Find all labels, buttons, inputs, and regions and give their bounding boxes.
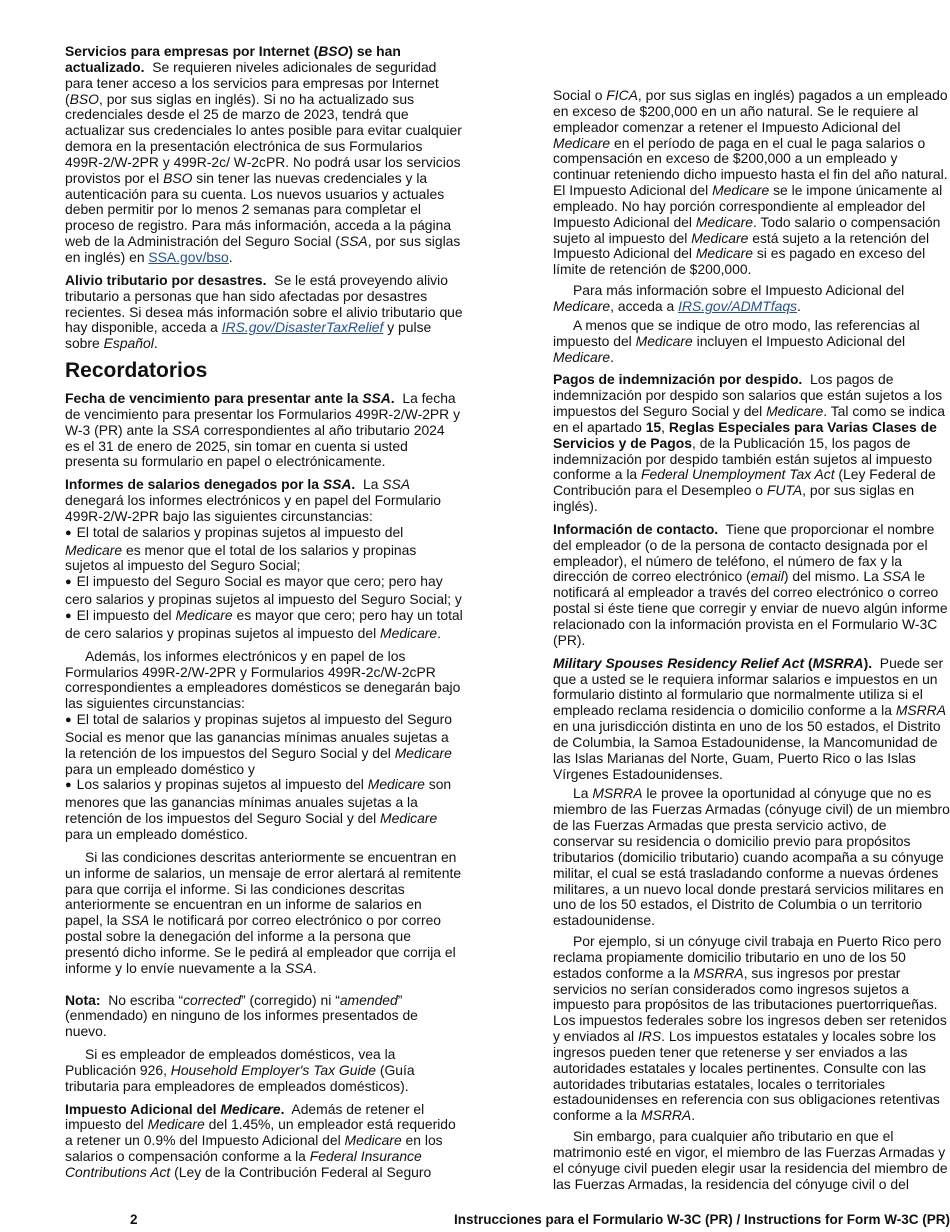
due-date-paragraph: Fecha de vencimiento para presentar ante la SSA. La fecha de vencimiento para presentar los Formularios 499R-2/W-2PR y W-3 (PR) ante la SSA correspondientes al año tributario 2024 es el 31 de enero de 2025, sin tomar en cuenta si usted presenta su formulario en papel o electrónicamente. xyxy=(65,390,461,470)
additional-medicare-continued: Social o FICA, por sus siglas en inglés) pagados a un empleado en exceso de $200,000 en un año natural. Se le requiere al empleador comenzar a retener el Impuesto Adicional del Medicare en el período de paga en el cual le paga salarios o compensación en exceso de $200,000 a un empleado y continuar reteniendo dicho impuesto hasta el fin del año natural. El Impuesto Adicional del Medicare se le impone únicamente al empleado. No hay porción correspondiente al empleador del Impuesto Adicional del Medicare. Todo salario o compensación sujeto al impuesto del Medicare está sujeto a la retención del Impuesto Adicional del Medicare si es pagado en exceso del límite de retención de $200,000. xyxy=(553,87,948,278)
list-item: ● El total de salarios y propinas sujetos al impuesto del Medicare es menor que el total de los salarios y propinas sujetos al impuesto del Seguro Social; xyxy=(65,523,417,574)
msrra-marriage-paragraph: Sin embargo, para cualquier año tributario en que el matrimonio esté en vigor, el miembro de las Fuerzas Armadas y el cónyuge civil pueden elegir usar la residencia del miembro de las Fuerzas Armadas, la residencia del cónyuge civil o del xyxy=(553,1128,948,1192)
medicare-info-paragraph: Para más información sobre el Impuesto Adicional del Medicare, acceda a IRS.gov/ADMTfaqs. xyxy=(553,282,905,314)
severance-paragraph: Pagos de indemnización por despido. Los pagos de indemnización por despido son salarios que están sujetos a los impuestos del Seguro Social y del Medicare. Tal como se indica en el apartado 15, Reglas Especiales para Varias Clases de Servicios y de Pagos, de la Publicación 15, los pagos de indemnización por despido también están sujetos al impuesto conforme a la Federal Unemployment Tax Act (Ley Federal de Contribución para el Desempleo o FUTA, por sus siglas en inglés). xyxy=(553,371,945,515)
right-column xyxy=(553,88,950,1196)
note-paragraph: Nota: No escriba “corrected” (corregido) ni “amended” (enmendado) en ninguno de los informes presentados de nuevo. xyxy=(65,991,418,1040)
msrra-paragraph: Military Spouses Residency Relief Act (MSRRA). Puede ser que a usted se le requiera informar salarios e impuestos en un formulario distinto al formulario que normalmente utiliza si el empleado reclama residencia o domicilio conforme a la MSRRA en una jurisdicción distinta en uno de los 50 estados, el Distrito de Columbia, la Samoa Estadounidense, la Mancomunidad de las Islas Marianas del Norte, Guam, Puerto Rico o las Islas Vírgenes Estadounidenses. xyxy=(553,654,946,782)
msrra-spouse-paragraph: La MSRRA le provee la oportunidad al cónyuge que no es miembro de las Fuerzas Armadas (cónyuge civil) de un miembro de las Fuerzas Armadas que presta servicio activo, de conservar su residencia o domicilio previo para propósitos tributarios (domicilio tributario) cuando acompaña a su cónyuge militar, el cual se está trasladando conforme a nuevas órdenes militares, a un nuevo local donde prestará servicios militares en uno de los 50 estados, el Distrito de Columbia o un territorio estadounidense. xyxy=(553,785,950,929)
list-item: ● El total de salarios y propinas sujetos al impuesto del Seguro Social es menor que las ganancias mínimas anuales sujetas a la retención de los impuestos del Seguro Social y del Medicare para un empleado doméstico y xyxy=(65,711,452,777)
msrra-example-paragraph: Por ejemplo, si un cónyuge civil trabaja en Puerto Rico pero reclama propiamente domicilio tributario en uno de los 50 estados conforme a la MSRRA, sus ingresos por prestar servicios no serían considerados como ingresos sujetos a impuesto para propósitos de las tributaciones puertorriqueñas. Los impuestos federales sobre los ingresos deben ser retenidos y enviados al IRS. Los impuestos estatales y locales sobre los ingresos pueden tener que retenerse y ser enviados a las autoridades estatales y locales pertinentes. Consulte con las autoridades tributarias estatales, locales o territoriales estadounidenses en referencia con sus obligaciones retentivas conforme a la MSRRA. xyxy=(553,933,947,1124)
list-item: ● El impuesto del Medicare es mayor que cero; pero hay un total de cero salarios y propinas sujetos al impuesto del Medicare. xyxy=(65,607,463,641)
left-column xyxy=(65,43,950,1227)
denied-reports-paragraph: Informes de salarios denegados por la SSA. La SSA denegará los informes electrónicos y en papel del Formulario 499R-2/W-2PR bajo las siguientes circunstancias: xyxy=(65,476,442,524)
list-item: ● El impuesto del Seguro Social es mayor que cero; pero hay cero salarios y propinas sujetos al impuesto del Seguro Social; y xyxy=(65,573,462,608)
recordatorios-heading: Recordatorios xyxy=(65,359,208,383)
additional-medicare-paragraph: Impuesto Adicional del Medicare. Además de retener el impuesto del Medicare del 1.45%, un empleador está requerido a retener un 0.9% del Impuesto Adicional del Medicare en los salarios o compensación conforme a la Federal Insurance Contributions Act (Ley de la Contribución Federal al Seguro xyxy=(65,1100,456,1180)
contact-info-paragraph: Información de contacto. Tiene que proporcionar el nombre del empleador (o de la persona de contacto designada por el empleador), el número de teléfono, el número de fax y la dirección de correo electrónico (email) del mismo. La SSA le notificará al empleador a través del correo electrónico o correo postal si éste tiene que corregir y enviar de nuevo algún informe relacionado con la información provista en el Formulario W-3C (PR). xyxy=(553,520,948,648)
error-message-paragraph: Si las condiciones descritas anteriormente se encuentran en un informe de salarios, un mensaje de error alertará al remitente para que corrija el informe. Si las condiciones descritas anteriormente se encuentran en un informe de salarios en papel, la SSA le notificará por correo electrónico o por correo postal sobre la denegación del informe a la persona que presentó dicho informe. Se le pedirá al empleador que corrija el informe y lo envíe nuevamente a la SSA. xyxy=(65,848,462,976)
page-number: 2 xyxy=(130,1212,138,1227)
household-employer-paragraph: Si es empleador de empleados domésticos, vea la Publicación 926, Household Employer's Tax Guide (Guía tributaria para empleadores de empleados domésticos). xyxy=(65,1046,415,1094)
disaster-relief-paragraph: Alivio tributario por desastres. Se le está proveyendo alivio tributario a personas que han sido afectadas por desastres recientes. Si desea más información sobre el alivio tributario que hay disponible, acceda a IRS.gov/DisasterTaxRelief y pulse sobre Español. xyxy=(65,271,463,352)
bso-paragraph: Servicios para empresas por Internet (BSO) se han actualizado. Se requieren niveles adicionales de seguridad para tener acceso a los servicios para empresas por Internet (BSO, por sus siglas en inglés). Si no ha actualizado sus credenciales desde el 25 de marzo de 2023, tendrá que actualizar sus credenciales lo antes posible para evitar cualquier demora en la presentación electrónica de sus Formularios 499R-2/W-2PR y 499R-2c/ W-2cPR. No podrá usar los servicios provistos por el BSO sin tener las nuevas credenciales y la autenticación para su cuenta. Los nuevos usuarios y actuales deben permitir por lo menos 2 semanas para completar el proceso de registro. Para más información, acceda a la página web de la Administración del Seguro Social (SSA, por sus siglas en inglés) en SSA.gov/bso. xyxy=(65,43,462,265)
medicare-references-paragraph: A menos que se indique de otro modo, las referencias al impuesto del Medicare incluyen el Impuesto Adicional del Medicare. xyxy=(553,316,920,365)
list-item: ● Los salarios y propinas sujetos al impuesto del Medicare son menores que las ganancias mínimas anuales sujetas a la retención de los impuestos del Seguro Social y del Medicare para un empleado doméstico. Si las condiciones descritas anteriormente se encuentran en un informe de salarios, un mensaje de error alertará al remitente para que corrija el informe. Si las condiciones descritas anteriormente se encuentran en un informe de salarios en papel, la SSA le notificará por correo electrónico o por correo postal sobre la denegación del informe a la persona que presentó dicho informe. Se le pedirá al empleador que corrija el informe y lo envíe nuevamente a la SSA. Nota: No escriba “corrected” (corregido) ni “amended” (enmendado) en ninguno de los informes presentados de nuevo. Si es empleador de empleados domésticos, vea la Publicación 926, Household Employer's Tax Guide (Guía tributaria para empleadores de empleados domésticos). Impuesto Adicional del Medicare. Además de retener el impuesto del Medicare del 1.45%, un empleador está requerido a retener un 0.9% del Impuesto Adicional del Medicare en los salarios o compensación conforme a la Federal Insurance Contributions Act (Ley de la Contribución Federal al Seguro xyxy=(65,776,462,1180)
admt-faqs-link[interactable]: IRS.gov/ADMTfaqs xyxy=(678,297,797,314)
page-footer xyxy=(130,1212,950,1232)
footer-title: Instrucciones para el Formulario W-3C (PR) / Instructions for Form W-3C (PR) xyxy=(453,1212,950,1227)
ssa-bso-link[interactable]: SSA.gov/bso xyxy=(148,248,229,265)
household-denied-paragraph: Además, los informes electrónicos y en papel de los Formularios 499R-2/W-2PR y Formularios 499R-2c/W-2cPR correspondientes a empleadores domésticos se denegarán bajo las siguientes circunstancias: xyxy=(65,647,461,712)
disaster-tax-relief-link[interactable]: IRS.gov/DisasterTaxRelief xyxy=(221,319,384,336)
